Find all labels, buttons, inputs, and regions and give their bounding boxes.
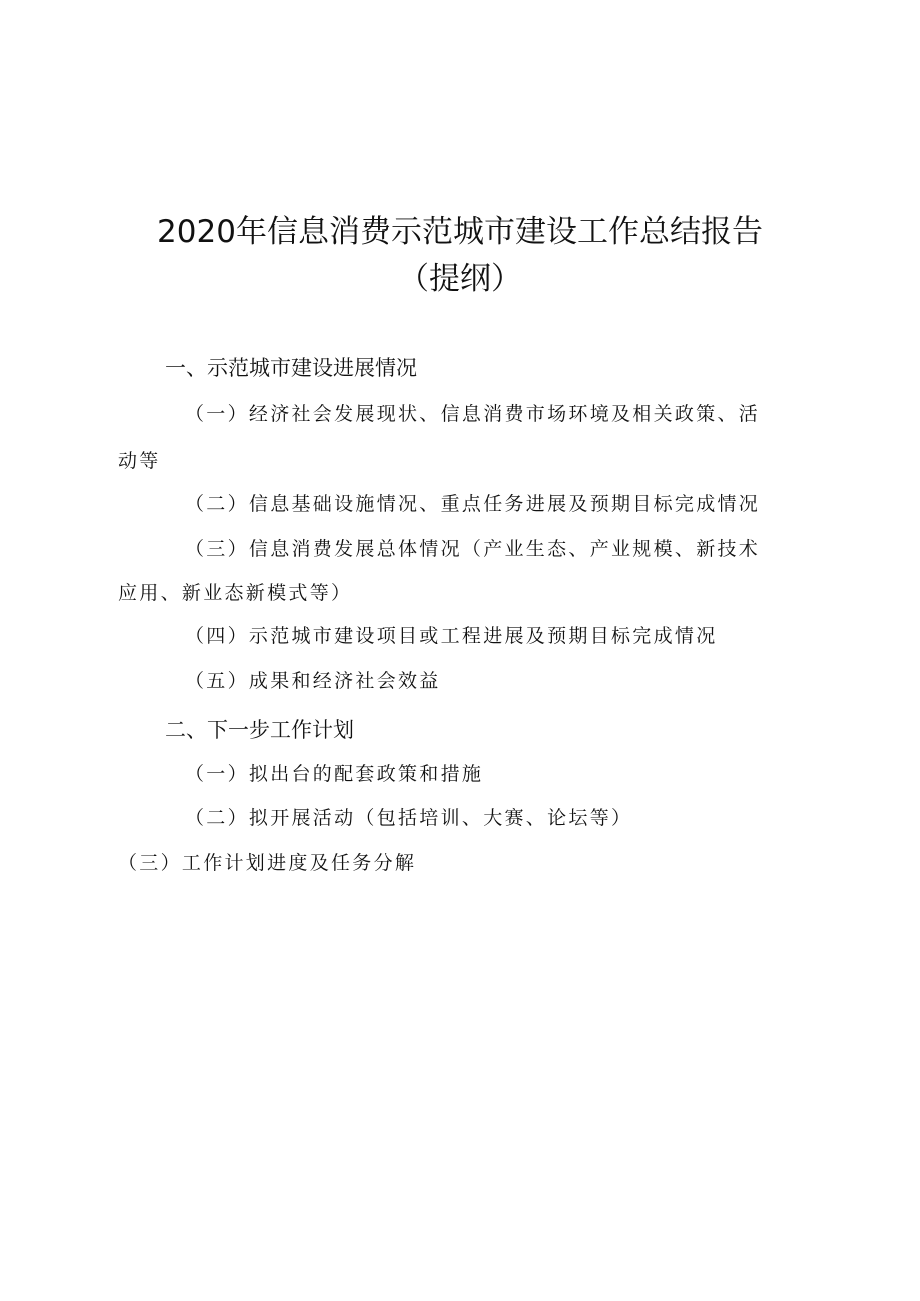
document-subtitle: （提纲） bbox=[398, 261, 522, 297]
document-title: 2020年信息消费示范城市建设工作总结报告 bbox=[157, 214, 763, 250]
outline-item-1-2: （二）信息基础设施情况、重点任务进展及预期目标完成情况 bbox=[185, 493, 761, 515]
outline-item-1-4: （四）示范城市建设项目或工程进展及预期目标完成情况 bbox=[185, 625, 718, 647]
section-heading-2: 二、下一步工作计划 bbox=[165, 718, 354, 742]
outline-item-1-5: （五）成果和经济社会效益 bbox=[185, 670, 441, 692]
outline-item-1-3-continued: 应用、新业态新模式等） bbox=[118, 582, 353, 604]
outline-item-1-1: （一）经济社会发展现状、信息消费市场环境及相关政策、活 bbox=[185, 403, 761, 425]
outline-item-2-2: （二）拟开展活动（包括培训、大赛、论坛等） bbox=[185, 807, 633, 829]
outline-item-1-3: （三）信息消费发展总体情况（产业生态、产业规模、新技术 bbox=[185, 538, 761, 560]
section-heading-1: 一、示范城市建设进展情况 bbox=[165, 356, 417, 380]
outline-item-2-1: （一）拟出台的配套政策和措施 bbox=[185, 763, 484, 785]
outline-item-2-3: （三）工作计划进度及任务分解 bbox=[118, 852, 417, 874]
outline-item-1-1-continued: 动等 bbox=[118, 450, 161, 472]
